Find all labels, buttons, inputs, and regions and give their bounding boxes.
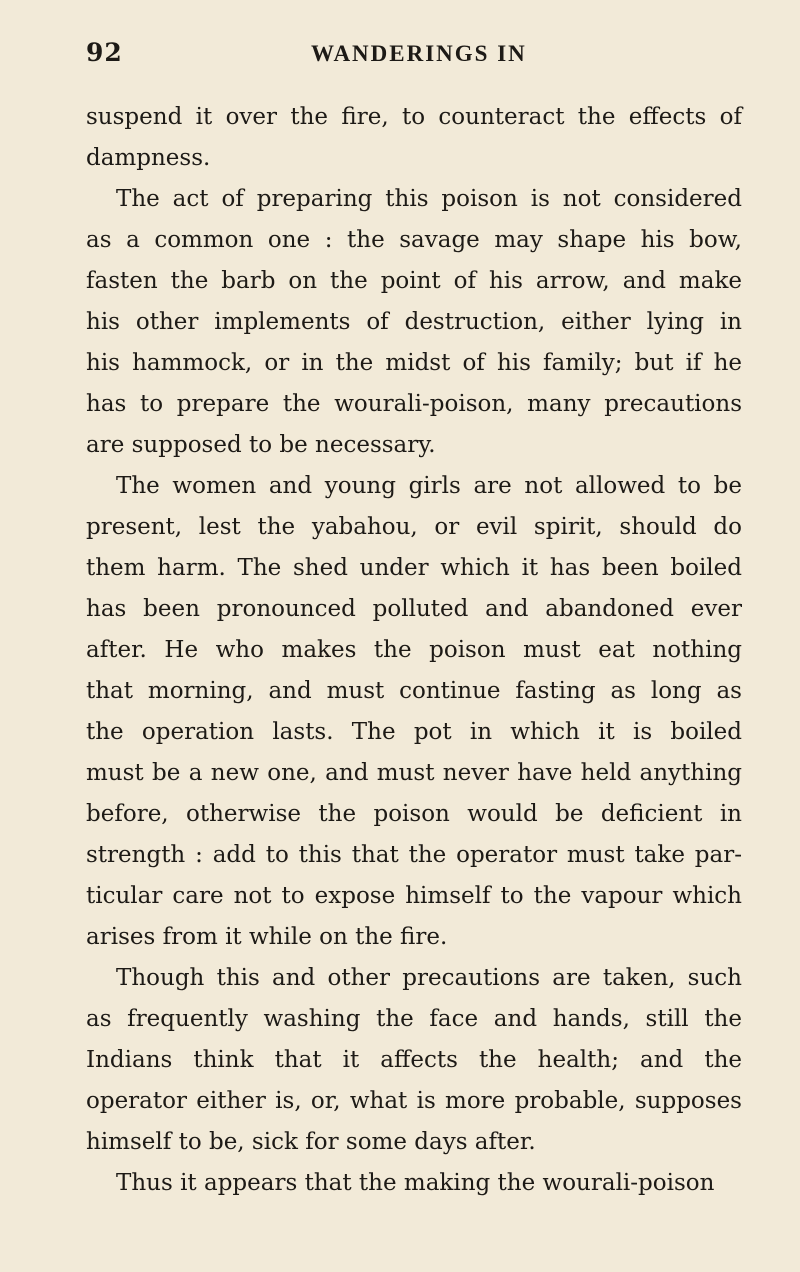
text-line: ticular care not to expose himself to the vapour which bbox=[86, 883, 742, 909]
text-line: that morning, and must continue fasting as long as bbox=[86, 678, 742, 704]
text-line: the operation lasts. The pot in which it is boiled bbox=[86, 719, 742, 745]
text-line: present, lest the yabahou, or evil spirit, should do bbox=[86, 514, 742, 540]
body-text bbox=[86, 97, 742, 1204]
text-line: himself to be, sick for some days after. bbox=[86, 1129, 536, 1155]
text-line: strength : add to this that the operator must take par- bbox=[86, 842, 742, 868]
text-line: has been pronounced polluted and abandoned ever bbox=[86, 596, 742, 622]
running-title: WANDERINGS IN bbox=[311, 41, 527, 66]
text-line: are supposed to be necessary. bbox=[86, 432, 436, 458]
text-line: fasten the barb on the point of his arrow, and make bbox=[86, 268, 742, 294]
text-line: before, otherwise the poison would be deficient in bbox=[86, 801, 742, 827]
text-line: Indians think that it affects the health; and the bbox=[86, 1047, 742, 1073]
paragraph-first-line: Thus it appears that the making the wourali-poison bbox=[116, 1170, 715, 1196]
text-line: must be a new one, and must never have held anything bbox=[86, 760, 742, 786]
text-line: his other implements of destruction, either lying in bbox=[86, 309, 742, 335]
text-line: arises from it while on the fire. bbox=[86, 924, 448, 950]
text-line: suspend it over the fire, to counteract the effects of bbox=[86, 104, 742, 130]
running-head bbox=[86, 38, 742, 78]
text-line: dampness. bbox=[86, 145, 211, 171]
paragraph-first-line: The act of preparing this poison is not considered bbox=[116, 186, 742, 212]
text-line: as a common one : the savage may shape his bow, bbox=[86, 227, 742, 253]
paragraph-first-line: Though this and other precautions are taken, such bbox=[116, 965, 742, 991]
text-line: them harm. The shed under which it has been boiled bbox=[86, 555, 742, 581]
text-line: after. He who makes the poison must eat nothing bbox=[86, 637, 742, 663]
text-line: has to prepare the wourali-poison, many precautions bbox=[86, 391, 742, 417]
paragraph-first-line: The women and young girls are not allowed to be bbox=[116, 473, 742, 499]
text-line: operator either is, or, what is more probable, supposes bbox=[86, 1088, 742, 1114]
text-line: his hammock, or in the midst of his family; but if he bbox=[86, 350, 742, 376]
page-number: 92 bbox=[86, 38, 123, 67]
text-line: as frequently washing the face and hands, still the bbox=[86, 1006, 742, 1032]
